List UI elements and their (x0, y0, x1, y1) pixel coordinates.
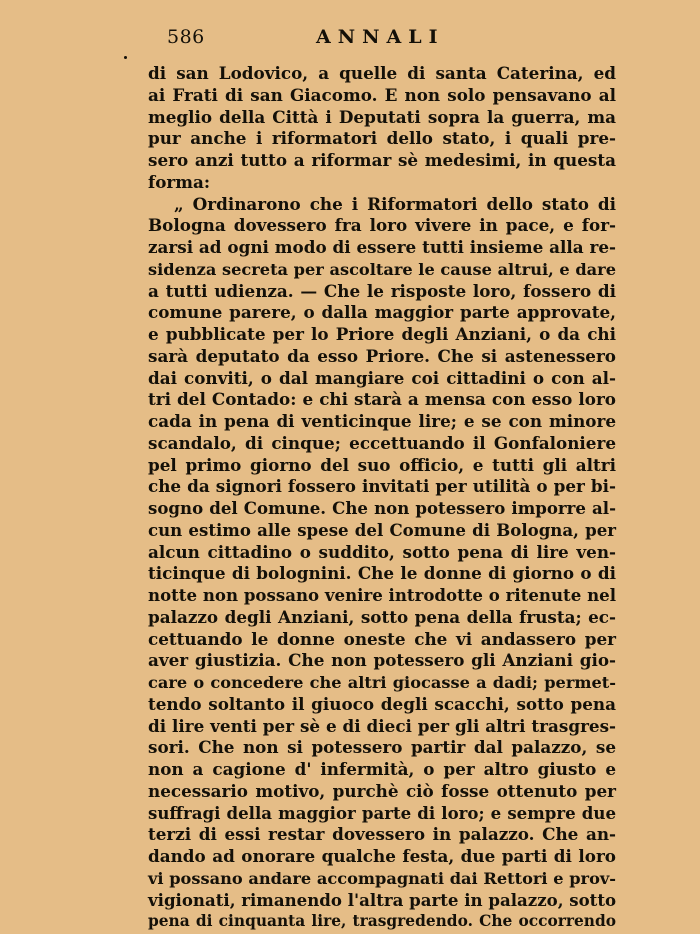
text-line: cun estimo alle spese del Comune di Bologna, per (148, 519, 616, 540)
text-line: sero anzi tutto a riformar sè medesimi, in questa (148, 150, 616, 170)
text-line: cettuando le donne oneste che vi andassero per (148, 628, 616, 649)
text-line: dando ad onorare qualche festa, due parti di loro (148, 846, 616, 866)
text-line: sidenza secreta per ascoltare le cause altrui, e dare (148, 259, 616, 279)
text-line: a tutti udienza. — Che le risposte loro, fossero di (148, 280, 616, 301)
text-line: vi possano andare accompagnati dai Rettori e prov- (148, 868, 616, 888)
text-line: forma: (148, 171, 211, 192)
running-title: ANNALI (316, 26, 445, 48)
text-line: sogno del Comune. Che non potessero imporre al- (148, 498, 616, 518)
text-line: non a cagione d' infermità, o per altro giusto e (148, 759, 616, 779)
text-line: ticinque di bolognini. Che le donne di giorno o di (148, 563, 616, 584)
text-line: dai conviti, o dal mangiare coi cittadini o con al- (148, 367, 616, 388)
text-line: ai Frati di san Giacomo. E non solo pensavano al (148, 84, 616, 105)
text-line: meglio della Città i Deputati sopra la guerra, ma (148, 106, 616, 127)
paragraph-start-line: „ Ordinarono che i Riformatori dello stato di (174, 193, 616, 214)
text-line: terzi di essi restar dovessero in palazzo. Che an- (148, 824, 616, 845)
text-line: tri del Contado: e chi starà a mensa con esso loro (148, 389, 616, 410)
text-line: comune parere, o dalla maggior parte approvate, (148, 302, 616, 323)
page-number: 586 (167, 26, 205, 48)
text-line: care o concedere che altri giocasse a dadi; permet- (148, 673, 616, 692)
text-line: scandalo, di cinque; eccettuando il Gonfaloniere (148, 432, 616, 453)
text-line: di lire venti per sè e di dieci per gli altri trasgres- (148, 715, 616, 736)
text-line: necessario motivo, purchè ciò fosse ottenuto per (148, 780, 616, 801)
text-line: suffragi della maggior parte di loro; e sempre due (148, 802, 616, 823)
body-text (148, 63, 616, 933)
text-line: notte non possano venire introdotte o ritenute nel (148, 585, 616, 605)
text-line: sarà deputato da esso Priore. Che si astenessero (148, 345, 616, 366)
text-line: pel primo giorno del suo officio, e tutti gli altri (148, 454, 616, 475)
ink-speck (124, 56, 127, 59)
text-line: che da signori fossero invitati per utilità o per bi- (148, 476, 616, 497)
text-line: sori. Che non si potessero partir dal palazzo, se (148, 737, 616, 758)
text-line: zarsi ad ogni modo di essere tutti insieme alla re- (148, 237, 616, 257)
text-line: Bologna dovessero fra loro vivere in pace, e for- (148, 215, 616, 236)
text-line: aver giustizia. Che non potessero gli Anziani gio- (148, 650, 616, 671)
text-line: tendo soltanto il giuoco degli scacchi, sotto pena (148, 693, 616, 714)
text-line: vigionati, rimanendo l'altra parte in palazzo, sotto (148, 889, 617, 910)
text-line: palazzo degli Anziani, sotto pena della frusta; ec- (148, 606, 616, 627)
text-line: cada in pena di venticinque lire; e se con minore (148, 411, 616, 431)
text-line: pena di cinquanta lire, trasgredendo. Che occorrendo (148, 912, 616, 931)
text-line: pur anche i riformatori dello stato, i quali pre- (148, 128, 616, 149)
text-line: alcun cittadino o suddito, sotto pena di lire ven- (148, 541, 616, 562)
text-line: di san Lodovico, a quelle di santa Caterina, ed (148, 63, 616, 83)
text-line: e pubblicate per lo Priore degli Anziani, o da chi (148, 324, 616, 344)
